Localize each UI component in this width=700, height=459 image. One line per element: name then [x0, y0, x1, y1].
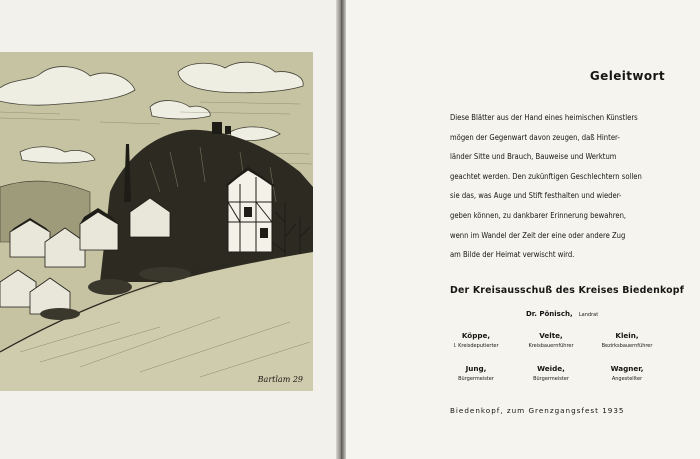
landscape-illustration [0, 52, 313, 391]
body-line: mögen der Gegenwart davon zeugen, daß Hinter- [450, 132, 620, 142]
body-line: sie das, was Auge und Stift festhalten und wieder- [450, 191, 622, 201]
signatory-name: Weide, [537, 364, 565, 373]
signatory-role: Bezirksbauernführer [601, 343, 653, 349]
body-line: wenn im Wandel der Zeit der eine oder andere Zug [450, 230, 626, 240]
landrat-signature [526, 310, 598, 318]
signatory-name: Wagner, [610, 364, 644, 373]
foreword-body [450, 108, 665, 265]
signatory-name: Köppe, [461, 331, 491, 340]
foreword-title: Geleitwort [589, 69, 665, 83]
body-line: Diese Blätter aus der Hand eines heimischen Künstlers [450, 113, 638, 122]
book-gutter [336, 0, 346, 459]
foreword-block [346, 0, 700, 459]
signatory-role: Bürgermeister [533, 376, 569, 382]
signatory-name: Velte, [539, 331, 563, 340]
signatory-role: Kreisbauernführer [528, 343, 574, 349]
landrat-name: Dr. Pönisch, [526, 310, 573, 318]
signatory-role: Bürgermeister [458, 376, 494, 382]
signatory-role: Angestellter [611, 376, 643, 382]
signatory [572, 364, 682, 382]
body-line: am Bilde der Heimat verwischt wird. [450, 250, 575, 260]
issuer-heading: Der Kreisausschuß des Kreises Biedenkopf [450, 285, 684, 296]
signatory-name: Jung, [465, 364, 487, 373]
body-line: geachtet werden. Den zukünftigen Geschlechtern sollen [450, 171, 642, 181]
right-page [346, 0, 700, 459]
signatory-role: I. Kreisdeputierter [453, 343, 499, 349]
place-date-line: Biedenkopf, zum Grenzgangsfest 1935 [450, 406, 625, 415]
town-sketch [0, 52, 313, 391]
landrat-role: Landrat [578, 312, 599, 318]
body-line: länder Sitte und Brauch, Bauweise und Werktum [450, 152, 617, 162]
artist-signature: Bartlam 29 [257, 375, 303, 384]
body-line: geben können, zu dankbarer Erinnerung bewahren, [450, 210, 627, 220]
left-page [0, 0, 336, 459]
signatory [572, 331, 682, 349]
signatory-name: Klein, [615, 331, 639, 340]
